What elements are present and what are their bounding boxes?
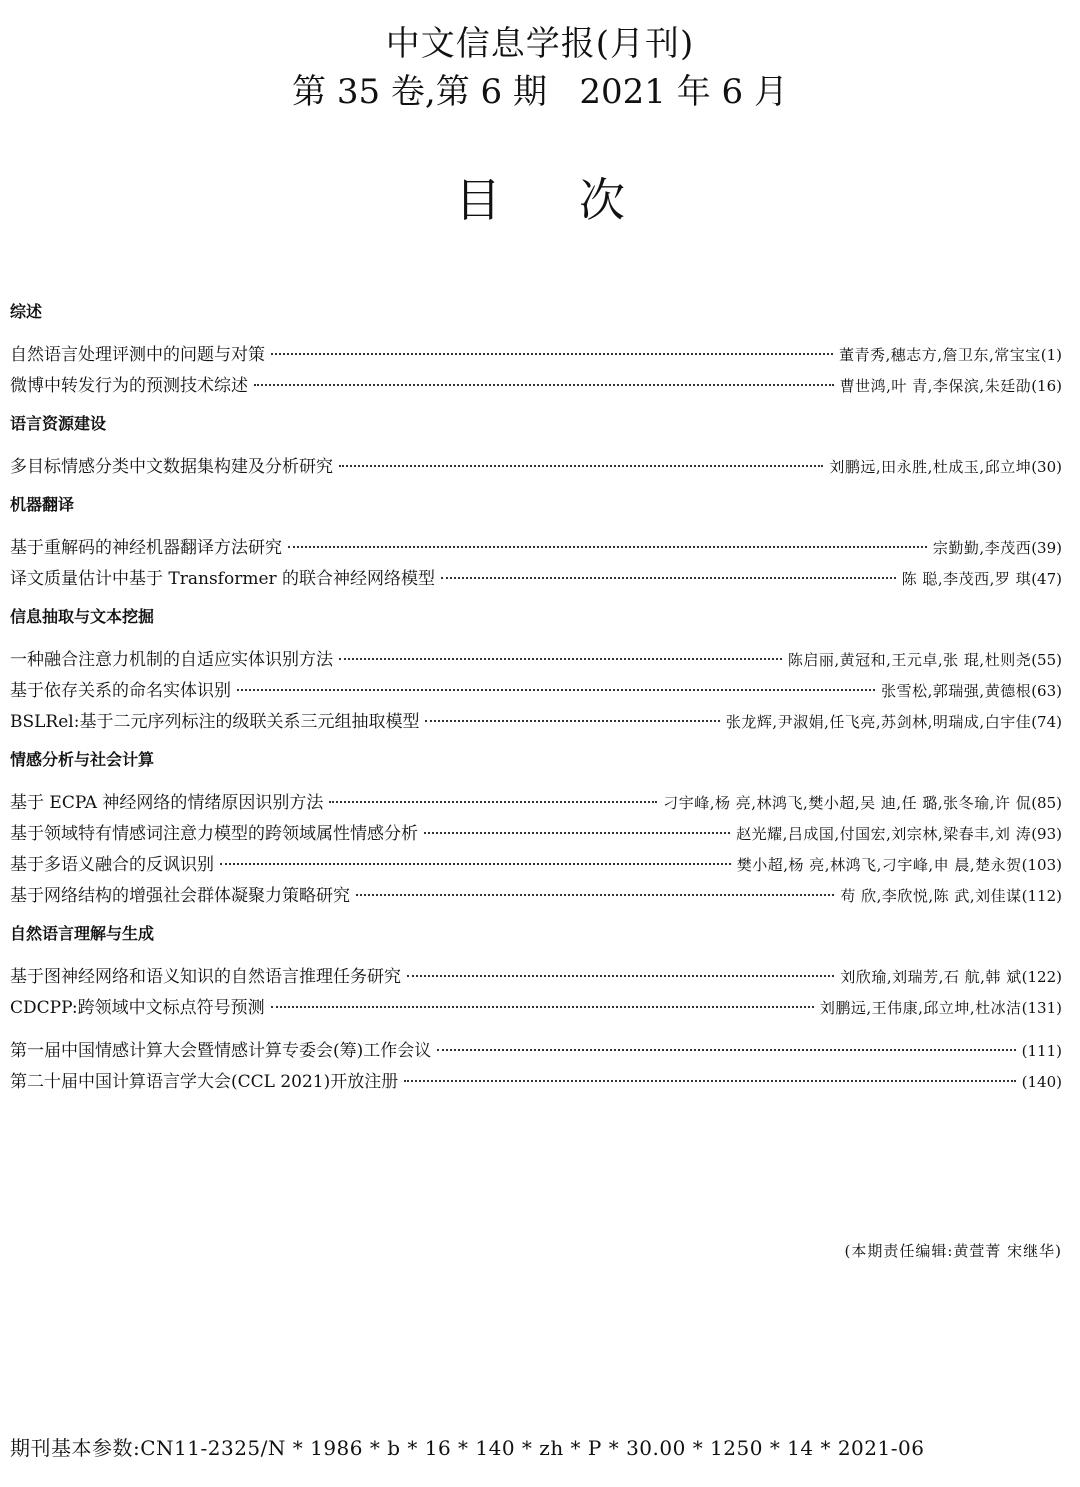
section-title: 信息抽取与文本挖掘 [10,607,155,626]
dot-leader [237,689,875,691]
section-title: 语言资源建设 [10,414,107,433]
dot-leader [441,577,896,579]
entry-page: (103) [1021,856,1062,874]
entry-authors: 苟 欣,李欣悦,陈 武,刘佳谋 [840,887,1022,905]
toc-entry[interactable] [10,850,1062,881]
entry-page: (47) [1031,570,1062,588]
dot-leader [288,546,927,548]
entry-title: 基于图神经网络和语义知识的自然语言推理任务研究 [10,967,401,987]
entry-authors: 张雪松,郭瑞强,黄德根 [881,682,1032,700]
entry-title: 自然语言处理评测中的问题与对策 [10,345,265,365]
entry-title: 基于 ECPA 神经网络的情绪原因识别方法 [10,793,324,813]
entry-title: BSLRel:基于二元序列标注的级联关系三元组抽取模型 [10,712,420,732]
toc-entry[interactable] [10,881,1062,912]
entry-title: 多目标情感分类中文数据集构建及分析研究 [10,457,333,477]
dot-leader [329,801,657,803]
entry-page: (30) [1031,458,1062,476]
dot-leader [254,384,834,386]
entry-authors: 樊小超,杨 亮,林鸿飞,刁宇峰,申 晨,楚永贺 [736,856,1022,874]
section-title: 情感分析与社会计算 [10,750,155,769]
notice-entry[interactable] [10,1067,1062,1098]
toc-entry[interactable] [10,371,1062,402]
table-of-contents [10,296,1062,1098]
toc-entry[interactable] [10,645,1062,676]
journal-title: 中文信息学报(月刊) [385,24,695,64]
issue-line: 第 35 卷,第 6 期 2021 年 6 月 [292,72,788,112]
dot-leader [339,465,823,467]
dot-leader [220,863,731,865]
toc-entry[interactable] [10,993,1062,1024]
dot-leader [407,975,834,977]
entry-page: (93) [1031,825,1062,843]
toc-entry[interactable] [10,707,1062,738]
notice-entry[interactable] [10,1036,1062,1067]
entry-authors: 张龙辉,尹淑娟,任飞亮,苏剑林,明瑞成,白宇佳 [725,713,1032,731]
journal-parameters: 期刊基本参数:CN11-2325/N * 1986 * b * 16 * 140 * zh * P * 30.00 * 1250 * 14 * 2021-06 [10,1436,925,1460]
entry-page: (122) [1021,968,1062,986]
section-title: 机器翻译 [10,495,75,514]
entry-authors: 刁宇峰,杨 亮,林鸿飞,樊小超,吴 迪,任 璐,张冬瑜,许 侃 [663,794,1032,812]
entry-page: (131) [1021,999,1062,1017]
entry-authors: 刘鹏远,王伟康,邱立坤,杜冰洁 [819,999,1022,1017]
entry-page: (140) [1021,1073,1062,1091]
entry-title: 第二十届中国计算语言学大会(CCL 2021)开放注册 [10,1072,399,1092]
entry-page: (112) [1021,887,1062,905]
toc-heading: 目次 [455,173,703,227]
entry-authors: 陈启丽,黄冠和,王元卓,张 琨,杜则尧 [787,651,1032,669]
entry-authors: 陈 聪,李茂西,罗 琪 [901,570,1032,588]
entry-title: 基于多语义融合的反讽识别 [10,855,214,875]
dot-leader [271,353,833,355]
toc-entry[interactable] [10,564,1062,595]
entry-page: (55) [1031,651,1062,669]
entry-page: (74) [1031,713,1062,731]
dot-leader [437,1049,1015,1051]
entry-page: (1) [1040,346,1062,364]
entry-title: CDCPP:跨领域中文标点符号预测 [10,998,265,1018]
entry-authors: 董青秀,穗志方,詹卫东,常宝宝 [838,346,1041,364]
entry-authors: 宗勤勤,李茂西 [932,539,1032,557]
toc-entry[interactable] [10,676,1062,707]
entry-title: 一种融合注意力机制的自适应实体识别方法 [10,650,333,670]
dot-leader [404,1080,1015,1082]
entry-title: 基于网络结构的增强社会群体凝聚力策略研究 [10,886,350,906]
dot-leader [424,832,730,834]
toc-entry[interactable] [10,788,1062,819]
entry-title: 第一届中国情感计算大会暨情感计算专委会(筹)工作会议 [10,1041,432,1061]
entry-title: 译文质量估计中基于 Transformer 的联合神经网络模型 [10,569,436,589]
toc-entry[interactable] [10,533,1062,564]
entry-authors: 曹世鸿,叶 青,李保滨,朱廷劭 [839,377,1032,395]
entry-page: (16) [1031,377,1062,395]
entry-page: (111) [1021,1042,1062,1060]
entry-page: (85) [1031,794,1062,812]
toc-entry[interactable] [10,819,1062,850]
dot-leader [425,720,719,722]
dot-leader [356,894,834,896]
entry-title: 微博中转发行为的预测技术综述 [10,376,248,396]
notices [10,1036,1062,1098]
editor-note: (本期责任编辑:黄萱菁 宋继华) [844,1242,1062,1260]
section-title: 自然语言理解与生成 [10,924,155,943]
section-title: 综述 [10,302,43,321]
entry-title: 基于重解码的神经机器翻译方法研究 [10,538,282,558]
toc-entry[interactable] [10,340,1062,371]
entry-authors: 赵光耀,吕成国,付国宏,刘宗林,梁春丰,刘 涛 [736,825,1032,843]
toc-entry[interactable] [10,962,1062,993]
entry-title: 基于依存关系的命名实体识别 [10,681,231,701]
entry-page: (39) [1031,539,1062,557]
toc-entry[interactable] [10,452,1062,483]
entry-title: 基于领域特有情感词注意力模型的跨领域属性情感分析 [10,824,418,844]
dot-leader [271,1006,814,1008]
entry-authors: 刘欣瑜,刘瑞芳,石 航,韩 斌 [840,968,1022,986]
entry-page: (63) [1031,682,1062,700]
dot-leader [339,658,782,660]
entry-authors: 刘鹏远,田永胜,杜成玉,邱立坤 [829,458,1032,476]
